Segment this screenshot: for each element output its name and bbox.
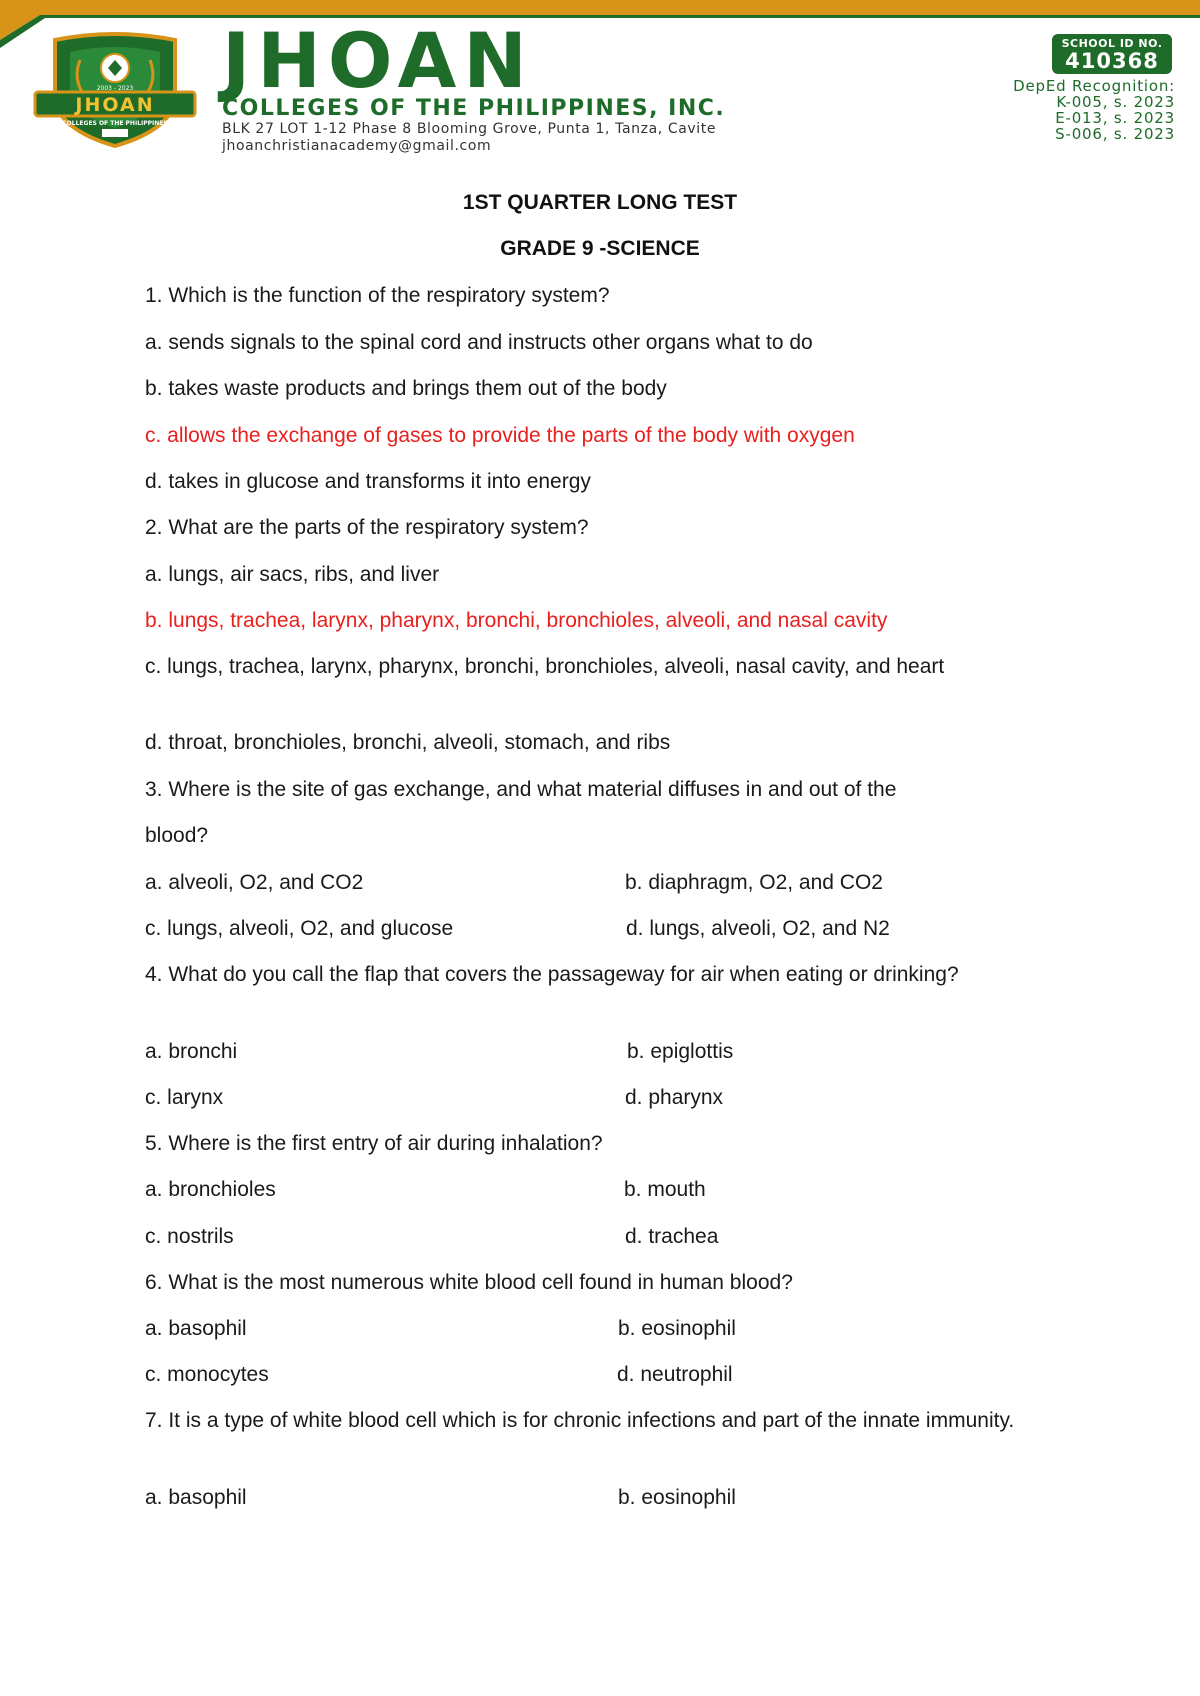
question-text: 3. Where is the site of gas exchange, and what material diffuses in and out of the [145, 778, 897, 801]
school-address: BLK 27 LOT 1-12 Phase 8 Blooming Grove, Punta 1, Tanza, Cavite [222, 121, 717, 137]
question-text: 1. Which is the function of the respiratory system? [145, 284, 610, 307]
deped-item: E-013, s. 2023 [1055, 109, 1175, 127]
option: b. eosinophil [618, 1486, 736, 1509]
option: a. bronchioles [145, 1178, 276, 1201]
option: b. mouth [624, 1178, 706, 1201]
document-subtitle: GRADE 9 -SCIENCE [500, 237, 700, 260]
option: d. throat, bronchioles, bronchi, alveoli, stomach, and ribs [145, 731, 671, 754]
correct-option: b. epiglottis [627, 1040, 734, 1063]
correct-option: c. allows the exchange of gases to provide the parts of the body with oxygen [145, 424, 855, 447]
school-name: JHOAN [222, 16, 534, 105]
deped-item: K-005, s. 2023 [1056, 93, 1175, 111]
option: a. basophil [145, 1317, 247, 1340]
option: d. trachea [625, 1225, 719, 1248]
option: b. diaphragm, O2, and CO2 [625, 871, 883, 894]
option: a. lungs, air sacs, ribs, and liver [145, 563, 440, 586]
question-text: 5. Where is the first entry of air during inhalation? [145, 1132, 603, 1155]
school-full-name: COLLEGES OF THE PHILIPPINES, INC. [222, 96, 726, 121]
logo-years: 2003 - 2023 [96, 85, 134, 92]
question-text-cont: blood? [145, 824, 209, 847]
deped-recognition [1013, 78, 1175, 142]
question-text: 7. It is a type of white blood cell which is for chronic infections and part of the innate immunity. [145, 1409, 1015, 1432]
option: c. lungs, trachea, larynx, pharynx, bronchi, bronchioles, alveoli, nasal cavity, and heart [145, 655, 945, 678]
correct-option: b. lungs, trachea, larynx, pharynx, bronchi, bronchioles, alveoli, and nasal cavity [145, 609, 888, 632]
option: c. larynx [145, 1086, 224, 1109]
option: b. eosinophil [618, 1317, 736, 1340]
school-brand [222, 16, 726, 155]
school-id-label: SCHOOL ID NO. [1061, 37, 1163, 50]
school-email: jhoanchristianacademy@gmail.com [222, 138, 492, 154]
correct-option: a. alveoli, O2, and CO2 [145, 871, 364, 894]
deped-label: DepEd Recognition: [1013, 77, 1175, 95]
question-text: 2. What are the parts of the respiratory system? [145, 516, 589, 539]
document-title: 1ST QUARTER LONG TEST [462, 191, 738, 214]
logo-sub: COLLEGES OF THE PHILIPPINES [62, 120, 168, 127]
option: a. bronchi [145, 1040, 238, 1063]
school-id-badge [1052, 34, 1172, 74]
correct-option: c. nostrils [145, 1225, 234, 1248]
deped-item: S-006, s. 2023 [1055, 125, 1175, 143]
option: a. sends signals to the spinal cord and instructs other organs what to do [145, 331, 813, 354]
option: d. lungs, alveoli, O2, and N2 [626, 917, 890, 940]
logo-banner: JHOAN [75, 94, 155, 116]
question-text: 6. What is the most numerous white blood cell found in human blood? [145, 1271, 793, 1294]
option: a. basophil [145, 1486, 247, 1509]
option: c. monocytes [145, 1363, 269, 1386]
correct-option: d. neutrophil [617, 1363, 733, 1386]
option: c. lungs, alveoli, O2, and glucose [145, 917, 454, 940]
option: d. takes in glucose and transforms it into energy [145, 470, 591, 493]
school-id-number: 410368 [1065, 49, 1159, 73]
option: b. takes waste products and brings them out of the body [145, 377, 667, 400]
option: d. pharynx [625, 1086, 724, 1109]
school-logo [30, 30, 200, 148]
question-text: 4. What do you call the flap that covers the passageway for air when eating or drinking? [145, 963, 959, 986]
